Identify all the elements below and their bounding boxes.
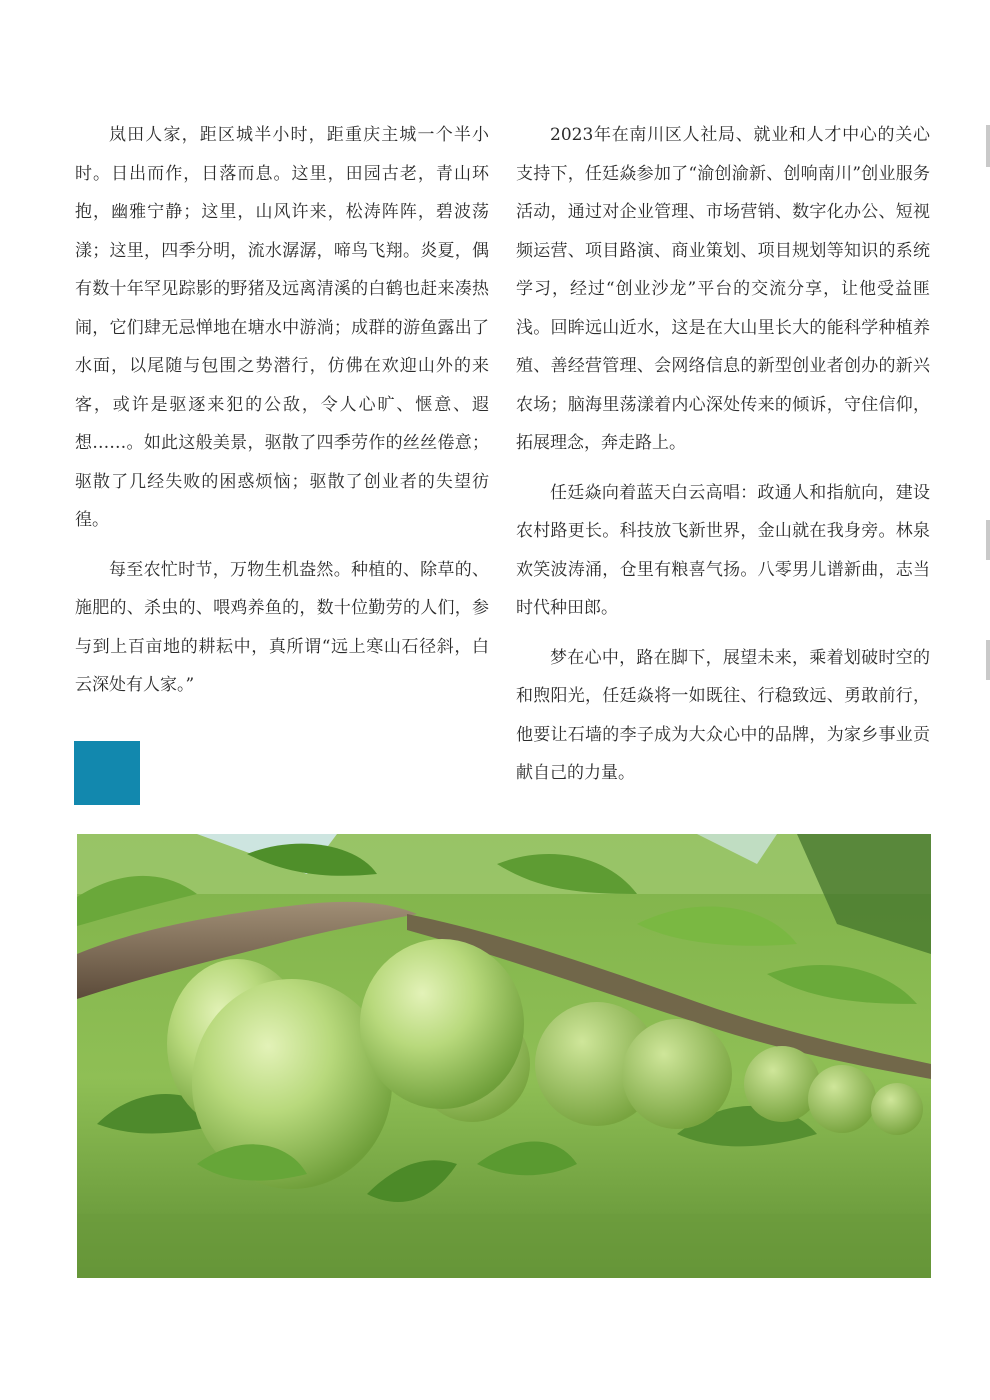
left-column: [75, 116, 489, 716]
plum-photo: [77, 834, 931, 1278]
right-column: [516, 116, 930, 804]
paragraph: 任廷焱向着蓝天白云高唱：政通人和指航向，建设农村路更长。科技放飞新世界，金山就在我身旁。林泉欢笑波涛涌，仓里有粮喜气扬。八零男儿谱新曲，志当时代种田郎。: [516, 482, 930, 618]
paragraph: 岚田人家，距区城半小时，距重庆主城一个半小时。日出而作，日落而息。这里，田园古老，青山环抱，幽雅宁静；这里，山风许来，松涛阵阵，碧波荡漾；这里，四季分明，流水潺潺，啼鸟飞翔。炎夏，偶有数十年罕见踪影的野猪及远离清溪的白鹤也赶来凑热闹，它们肆无忌惮地在塘水中游淌；成群的游鱼露出了水面，以尾随与包围之势潜行，仿佛在欢迎山外的来客，或许是驱逐来犯的公敌，令人心旷、惬意、遐想……。如此这般美景，驱散了四季劳作的丝丝倦意；驱散了几经失败的困惑烦恼；驱散了创业者的失望彷徨。: [75, 125, 489, 530]
paragraph: 梦在心中，路在脚下，展望未来，乘着划破时空的和煦阳光，任廷焱将一如既往、行稳致远、勇敢前行，他要让石墙的李子成为大众心中的品牌，为家乡事业贡献自己的力量。: [516, 647, 930, 783]
paragraph: 2023年在南川区人社局、就业和人才中心的关心支持下，任廷焱参加了“渝创渝新、创响南川”创业服务活动，通过对企业管理、市场营销、数字化办公、短视频运营、项目路演、商业策划、项目规划等知识的系统学习，经过“创业沙龙”平台的交流分享，让他受益匪浅。回眸远山近水，这是在大山里长大的能科学种植养殖、善经营管理、会网络信息的新型创业者创办的新兴农场；脑海里荡漾着内心深处传来的倾诉，守住信仰，拓展理念，奔走路上。: [516, 125, 930, 453]
edge-mark: [986, 520, 990, 560]
edge-mark: [986, 640, 990, 680]
accent-square: [74, 741, 140, 805]
paragraph: 每至农忙时节，万物生机盎然。种植的、除草的、施肥的、杀虫的、喂鸡养鱼的，数十位勤劳的人们，参与到上百亩地的耕耘中，真所谓“远上寒山石径斜，白云深处有人家。”: [75, 559, 489, 695]
edge-mark: [986, 125, 990, 167]
